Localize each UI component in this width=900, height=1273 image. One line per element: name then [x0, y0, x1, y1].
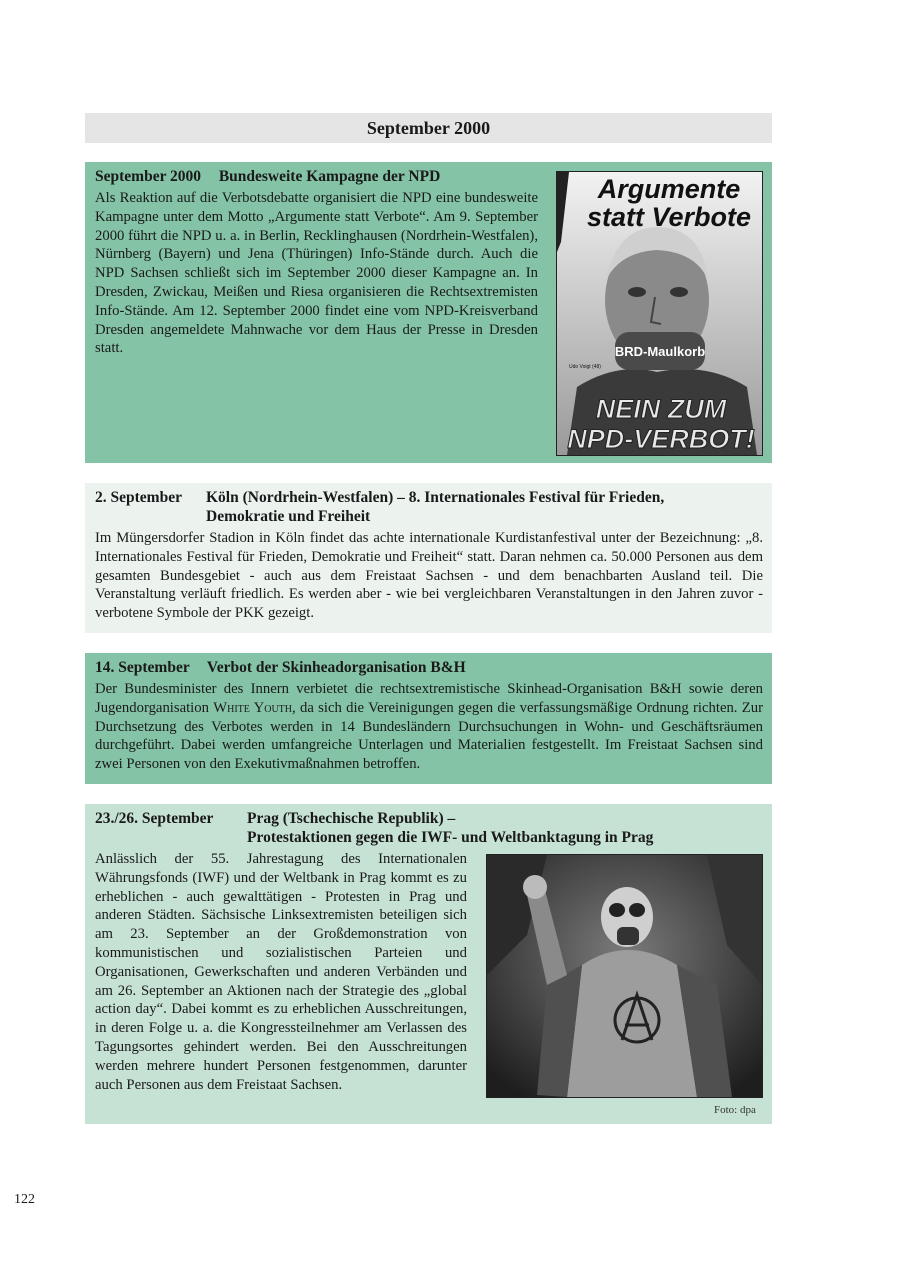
- poster-footer-1: NEIN ZUM: [595, 394, 727, 424]
- entry-text: Im Müngersdorfer Stadion in Köln findet das achte internationale Kurdistanfestival unter der Bezeichnung: „8. Internationales Festival für Frieden, Demokratie und Freiheit“ statt. Daran nehmen ca. 50.000 Personen aus dem gesamten Bundesgebiet - auch aus dem Freistaat Sachsen - und dem benachbarten Ausland teil. Die Veranstaltung verläuft friedlich. Es werden aber - wie bei vergleichbaren Veranstaltungen in den Jahren zuvor - verbotene Symbole der PKK gezeigt.: [95, 530, 763, 622]
- entry-text: Anlässlich der 55. Jahrestagung des Internationalen Währungsfonds (IWF) und der Weltbank in Prag kommt es zu erheblichen - auch gewalttätigen - Protesten in Prag und anderen Städten. Sächsische Linksextremisten beteiligen sich am 23. September an der Großdemonstration von kommunistischen und sozialistischen Parteien und Organisationen, Gewerkschaften und anderen Verbänden und am 26. September an Aktionen nach der Strategie des „global action day“. Dabei kommt es zu erheblichen Ausschreitungen, in deren Folge u. a. die Kongressteilnehmer am Verlassen des Tagungsortes gehindert werden. Bei den Ausschreitungen werden mehrere hundert Personen festgenommen, darunter auch Personen aus dem Freistaat Sachsen.: [95, 851, 467, 1093]
- entry-date: 14. September: [95, 659, 190, 676]
- entry-koeln-festival: [85, 483, 772, 633]
- entry-text: [95, 680, 763, 774]
- poster-caption: Udo Voigt (48): [569, 364, 601, 370]
- entry-title-line2: Protestaktionen gegen die IWF- und Weltbanktagung in Prag: [247, 829, 654, 846]
- entry-heading: [95, 168, 440, 186]
- entry-text: Als Reaktion auf die Verbotsdebatte organisiert die NPD eine bundesweite Kampagne unter dem Motto „Argumente statt Verbote“. Am 9. September 2000 führt die NPD u. a. in Berlin, Recklinghausen (Nordrhein-Westfalen), Nürnberg (Bayern) und Jena (Thüringen) Info-Stände durch. Auch die NPD Sachsen schließt sich im September 2000 dieser Kampagne an. In Dresden, Zwickau, Meißen und Riesa organisieren die Rechtsextremisten Info-Stände. Am 12. September 2000 findet eine vom NPD-Kreisverband Dresden angemeldete Mahnwache vor dem Haus der Presse in Dresden statt.: [95, 190, 538, 357]
- entry-title: Verbot der Skinheadorganisation B&H: [206, 659, 466, 676]
- page-number: 122: [14, 1192, 35, 1207]
- month-header: September 2000: [85, 113, 772, 143]
- entry-date: September 2000: [95, 168, 202, 185]
- entry-title-line1: Köln (Nordrhein-Westfalen) – 8. Internationales Festival für Frieden,: [206, 489, 665, 506]
- entry-prag-protests: [85, 804, 772, 1124]
- protester-graphic: [487, 855, 762, 1097]
- entry-heading: [95, 659, 466, 677]
- entry-text-part: Der Bundesminister des Innern verbietet die rechtsextremistische Skinhead-Organisation B&H sowie deren Jugendorganisation: [95, 681, 763, 716]
- entry-date: 23./26. September: [95, 810, 214, 827]
- poster-graphic: [557, 172, 762, 455]
- poster-footer-2: NPD-VERBOT!: [567, 424, 755, 454]
- entry-bh-ban: [85, 653, 772, 784]
- entry-text-part: , da sich die Vereinigungen gegen die verfassungsmäßige Ordnung richten. Zur Durchsetzung des Verbotes werden in 14 Bundesländern Durchsuchungen in Wohn- und Geschäftsräumen durchgeführt. Dabei werden umfangreiche Unterlagen und Materialien festgestellt. Im Freistaat Sachsen sind zwei Personen von den Exekutivmaßnahmen betroffen.: [95, 699, 763, 773]
- campaign-poster: [556, 171, 763, 456]
- entry-npd-campaign: [85, 162, 772, 463]
- entry-title: Bundesweite Kampagne der NPD: [218, 168, 441, 185]
- poster-headline-2: statt Verbote: [586, 202, 752, 232]
- organisation-name: White Youth: [213, 699, 293, 716]
- entry-date: 2. September: [95, 489, 182, 506]
- protest-photo: [486, 854, 763, 1098]
- poster-gag-label: BRD-Maulkorb: [614, 344, 706, 359]
- entry-title-line1: Prag (Tschechische Republik) –: [247, 810, 456, 827]
- poster-headline-1: Argumente: [597, 174, 741, 204]
- entry-title-line2: Demokratie und Freiheit: [206, 508, 371, 525]
- photo-credit: Foto: dpa: [714, 1104, 756, 1116]
